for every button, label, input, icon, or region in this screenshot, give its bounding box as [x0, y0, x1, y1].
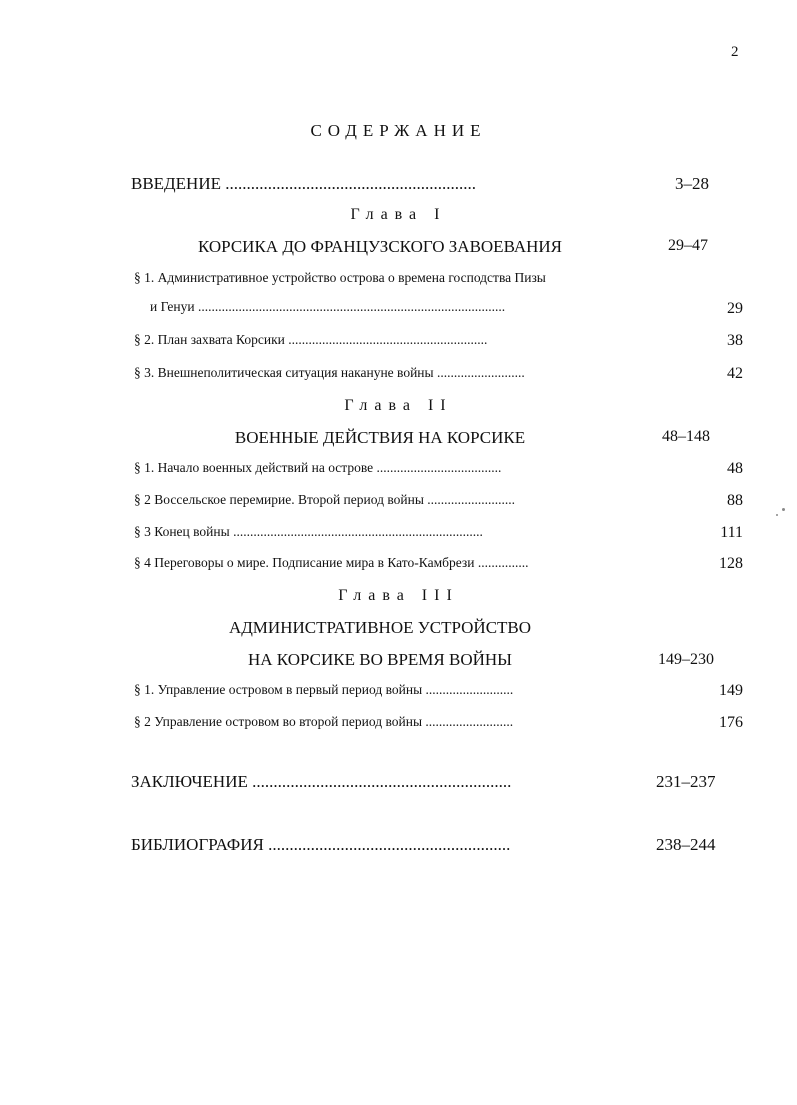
bibliography-label: БИБЛИОГРАФИЯ ......................................................... [131, 835, 511, 854]
chapter-1-section-2: § 2. План захвата Корсики ........................................................... [134, 332, 488, 347]
chapter-3-section-1: § 1. Управление островом в первый период войны .......................... [134, 682, 514, 697]
chapter-2-section-1: § 1. Начало военных действий на острове ..................................... [134, 460, 502, 475]
chapter-2-section-3: § 3 Конец войны .......................................................................... [134, 524, 483, 539]
chapter-3-range: 149–230 [658, 651, 714, 668]
chapter-2-section-1-page: 48 [727, 460, 743, 477]
chapter-2-label: Глава II [344, 397, 453, 414]
chapter-3-section-2: § 2 Управление островом во второй период войны .......................... [134, 714, 514, 729]
scan-speck [776, 514, 778, 516]
introduction-pages: 3–28 [675, 174, 709, 193]
chapter-1-section-1-line2: и Генуи ........................................................................................... [150, 299, 506, 314]
chapter-1-section-2-page: 38 [727, 332, 743, 349]
chapter-3-title-line1: АДМИНИСТРАТИВНОЕ УСТРОЙСТВО [228, 618, 532, 637]
chapter-2-section-2: § 2 Воссельское перемирие. Второй период войны .......................... [134, 492, 516, 507]
chapter-3-section-1-page: 149 [719, 682, 743, 699]
conclusion-label: ЗАКЛЮЧЕНИЕ ............................................................. [131, 772, 512, 791]
scan-speck [782, 508, 785, 511]
chapter-1-range: 29–47 [668, 237, 708, 254]
chapter-1-section-3-page: 42 [727, 365, 743, 382]
bibliography-pages: 238–244 [656, 835, 716, 854]
toc-title: СОДЕРЖАНИЕ [310, 121, 487, 140]
chapter-3-title-line2: НА КОРСИКЕ ВО ВРЕМЯ ВОЙНЫ [248, 650, 512, 669]
introduction-label: ВВЕДЕНИЕ ........................................................... [131, 174, 476, 193]
chapter-1-title: КОРСИКА ДО ФРАНЦУЗСКОГО ЗАВОЕВАНИЯ [197, 237, 563, 256]
chapter-2-title: ВОЕННЫЕ ДЕЙСТВИЯ НА КОРСИКЕ [234, 428, 526, 447]
chapter-1-section-1-line1: § 1. Административное устройство острова о времена господства Пизы [134, 270, 546, 285]
chapter-2-section-4: § 4 Переговоры о мире. Подписание мира в Като-Камбрези ............... [134, 555, 529, 570]
chapter-3-section-2-page: 176 [719, 714, 743, 731]
chapter-2-section-2-page: 88 [727, 492, 743, 509]
chapter-2-range: 48–148 [662, 428, 710, 445]
chapter-1-section-3: § 3. Внешнеполитическая ситуация накануне войны .......................... [134, 365, 525, 380]
chapter-1-section-1-page: 29 [727, 300, 743, 317]
page-number: 2 [731, 44, 739, 60]
chapter-3-label: Глава III [338, 587, 459, 604]
conclusion-pages: 231–237 [656, 772, 716, 791]
chapter-2-section-3-page: 111 [720, 524, 743, 541]
chapter-2-section-4-page: 128 [719, 555, 743, 572]
chapter-1-label: Глава I [350, 206, 447, 223]
